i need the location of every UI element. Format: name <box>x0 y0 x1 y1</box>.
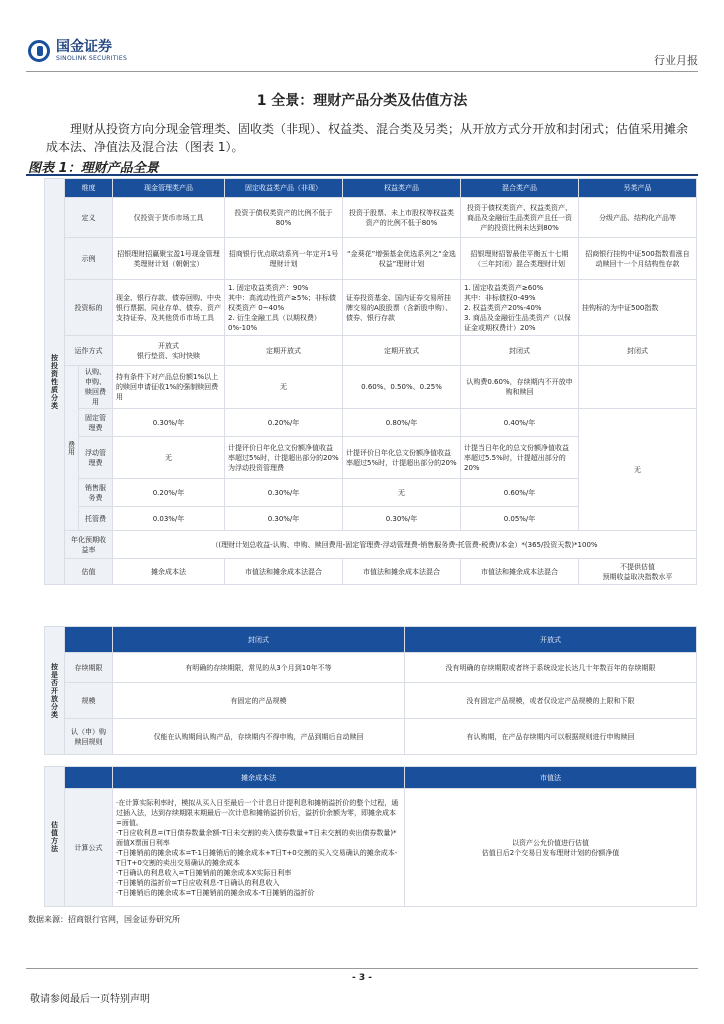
open-closed-table <box>44 626 697 755</box>
header-cell: 权益类产品 <box>343 179 461 198</box>
header-cell: 摊余成本法 <box>113 767 405 789</box>
table-cell: 封闭式 <box>461 336 579 366</box>
formula-cell <box>113 789 405 907</box>
table-cell: 市值法和摊余成本法混合 <box>225 559 343 585</box>
table-cell: 开放式 银行垫资、实时快赎 <box>113 336 225 366</box>
table-cell: 有固定的产品规模 <box>113 683 405 719</box>
table-cell: 定期开放式 <box>225 336 343 366</box>
row-label: 认（申）购赎回规则 <box>65 719 113 755</box>
table-cell: 0.05%/年 <box>461 507 579 531</box>
row-label: 销售服务费 <box>79 479 113 507</box>
table-cell: 仅投资于货币市场工具 <box>113 198 225 238</box>
table-cell: 不提供估值 预期收益取决指数水平 <box>579 559 697 585</box>
table-cell: 无 <box>225 366 343 409</box>
header-cell: 固定收益类产品（非现） <box>225 179 343 198</box>
table-cell: 投资于债权类资产的比例不低于80% <box>225 198 343 238</box>
table-cell: 0.60%/年 <box>461 479 579 507</box>
header-cell: 另类产品 <box>579 179 697 198</box>
formula-line: ·在计算实际利率时，模拟从买入日至最后一个计息日计提利息和摊销溢折价的整个过程，通过插入法，达到存续期限末期最后一次计息和摊销溢折价后，溢折价余额为零，即摊余成本=面值。 <box>116 798 399 827</box>
row-label: 规模 <box>65 683 113 719</box>
formula-line: ·T日应收利息=(T日债券数量余额-T日未交割的卖入债券数量+T日未交割的卖出债券数量)*面值X票面日利率 <box>116 828 397 847</box>
formula-line: ·T日摊销后的摊余成本=T日摊销前的摊余成本-T日摊销的溢折价 <box>116 888 315 897</box>
row-label: 定义 <box>65 198 113 238</box>
table-cell: 1. 固定收益类资产≥60% 其中：非标债权0-49% 2. 权益类资产20%-40% 3. 商品及金融衍生品类资产（以保证金或期权费计）20% <box>461 280 579 336</box>
header-cell: 维度 <box>65 179 113 198</box>
table-cell: 计提评价日年化总文份额净值收益率超过5%时，计提超出部分的20% <box>343 437 461 479</box>
row-label: 投资标的 <box>65 280 113 336</box>
table-cell: 无 <box>113 437 225 479</box>
row-label: 估值 <box>65 559 113 585</box>
table-cell: 摊余成本法 <box>113 559 225 585</box>
table-cell: 0.60%、0.50%、0.25% <box>343 366 461 409</box>
table-cell: 证券投资基金、国内证券交易所挂牌交易的A股股票（含新股申购）、债券、银行存款 <box>343 280 461 336</box>
table-cell: 投资于债权类资产、权益类资产、商品及金融衍生品类资产且任一资产的投资比例未达到80% <box>461 198 579 238</box>
figure-title: 图表 1：理财产品全景 <box>28 161 159 176</box>
table-cell: 计提当日年化的总文份额净值收益率超过5.5%时，计提超出部分的20% <box>461 437 579 479</box>
valuation-group-label: 估值方法 <box>45 767 65 907</box>
table-cell: 以资产公允价值进行估值 估值日后2个交易日发布理财计划的份额净值 <box>405 789 697 907</box>
row-label: 托管费 <box>79 507 113 531</box>
table-cell: 招银理财招赢聚宝盈1号现金管理类理财计划（朝朝宝） <box>113 238 225 280</box>
report-type: 行业月报 <box>654 54 698 67</box>
table-cell: 计提评价日年化总文份额净值收益率超过5%时，计提超出部分的20%为浮动投资管理费 <box>225 437 343 479</box>
fee-group-label: 费用 <box>65 366 79 531</box>
table-cell: 挂钩标的为中证500指数 <box>579 280 697 336</box>
row-label: 认购、申购、赎回费用 <box>79 366 113 409</box>
figure-divider <box>26 174 698 176</box>
table-cell: 0.30%/年 <box>225 479 343 507</box>
table-cell: “金葵花”增强基金优选系列之“金选权益”理财计划 <box>343 238 461 280</box>
row-label: 运作方式 <box>65 336 113 366</box>
table-cell: 无 <box>579 409 697 531</box>
footer-divider <box>26 968 698 969</box>
table-cell: 分级产品、结构化产品等 <box>579 198 697 238</box>
table-cell: 招商银行优点联动系列一年定开1号理财计划 <box>225 238 343 280</box>
header-cell: 开放式 <box>405 627 697 653</box>
table-cell: 有认购期，在产品存续期内可以根据规则进行申购赎回 <box>405 719 697 755</box>
classification-group-label: 按投资性质分类 <box>45 179 65 585</box>
formula-line: ·T日摊销前的摊余成本=T-1日摊销后的摊余成本+T日T+0交割的买入交易确认的摊余成本-T日T+0交割的卖出交易确认的摊余成本 <box>116 848 398 867</box>
table-cell: 无 <box>343 479 461 507</box>
table-cell: 认购费0.60%，存续期内不开放申购和赎回 <box>461 366 579 409</box>
table-cell: 市值法和摊余成本法混合 <box>343 559 461 585</box>
table-cell: 现金、银行存款、债券回购、中央银行票据、同业存单、债券、资产支持证券、及其他货币市场工具 <box>113 280 225 336</box>
row-label: 示例 <box>65 238 113 280</box>
table-cell: 封闭式 <box>579 336 697 366</box>
header-cell: 混合类产品 <box>461 179 579 198</box>
table-cell: 市值法和摊余成本法混合 <box>461 559 579 585</box>
product-classification-table <box>44 178 697 585</box>
table-cell: 0.40%/年 <box>461 409 579 437</box>
table-cell: 投资于股票、未上市股权等权益类资产的比例不低于80% <box>343 198 461 238</box>
header-cell: 市值法 <box>405 767 697 789</box>
table-cell: 0.80%/年 <box>343 409 461 437</box>
table-cell: 0.03%/年 <box>113 507 225 531</box>
table-cell: 定期开放式 <box>343 336 461 366</box>
table-cell: 仅能在认购期间认购产品，存续期内不得申购，产品到期后自动赎回 <box>113 719 405 755</box>
page-number: - 3 - <box>352 973 372 983</box>
intro-paragraph: 理财从投资方向分现金管理类、固收类（非现）、权益类、混合类及另类；从开放方式分开放和封闭式；估值采用摊余成本法、净值法及混合法（图表 1）。 <box>46 122 689 154</box>
row-label: 年化预期收益率 <box>65 531 113 559</box>
table-cell: 招商银行挂钩中证500指数看涨自动赎回十一个月结构性存款 <box>579 238 697 280</box>
table-cell: 0.30%/年 <box>225 507 343 531</box>
table-cell: 招银理财招智最佳平衡五十七期（三年封闭）混合类理财计划 <box>461 238 579 280</box>
table-cell: 1. 固定收益类资产：90% 其中：高流动性资产≥5%；非标债权类资产 0~40% 2. 衍生金融工具（以期权费）0%-10% <box>225 280 343 336</box>
section-title: 1 全景：理财产品分类及估值方法 <box>256 93 468 109</box>
logo-icon <box>28 40 50 62</box>
open-closed-group-label: 按是否开放分类 <box>45 627 65 755</box>
row-label: 计算公式 <box>65 789 113 907</box>
brand-name-cn: 国金证券 <box>56 39 112 55</box>
row-label: 固定管理费 <box>79 409 113 437</box>
header-divider <box>26 71 698 72</box>
table-cell: 0.30%/年 <box>113 409 225 437</box>
table-cell: 有明确的存续期限，常见的从3个月到10年不等 <box>113 653 405 683</box>
table-cell <box>579 366 697 409</box>
header-cell: 现金管理类产品 <box>113 179 225 198</box>
row-label: 存续期限 <box>65 653 113 683</box>
table-cell: 0.30%/年 <box>343 507 461 531</box>
brand-name-en: SINOLINK SECURITIES <box>56 55 128 62</box>
table-cell: 0.20%/年 <box>113 479 225 507</box>
table-cell: 没有明确的存续期限或者终于系统设定长达几十年数百年的存续期限 <box>405 653 697 683</box>
formula-line: ·T日确认的利息收入=T日摊销前的摊余成本X实际日利率 <box>116 868 292 877</box>
table-cell: （(理财计划总收益-认购、申购、赎回费用-固定管理费-浮动管理费-销售服务费-托管费-税费)/本金）*(365/投资天数)*100% <box>113 531 697 559</box>
valuation-method-table <box>44 766 697 907</box>
brand-logo <box>28 40 127 62</box>
disclaimer-note: 敬请参阅最后一页特别声明 <box>30 994 150 1005</box>
formula-line: ·T日摊销的溢折价=T日应收利息-T日确认的利息收入 <box>116 878 280 887</box>
table-cell: 持有条件下对产品总份额1%以上的赎回申请征收1%的强制赎回费用 <box>113 366 225 409</box>
header-cell: 封闭式 <box>113 627 405 653</box>
table-cell: 0.20%/年 <box>225 409 343 437</box>
row-label: 浮动管理费 <box>79 437 113 479</box>
data-source: 数据来源：招商银行官网，国金证券研究所 <box>28 915 180 924</box>
table-cell: 没有固定产品规模，或者仅设定产品规模的上限和下限 <box>405 683 697 719</box>
